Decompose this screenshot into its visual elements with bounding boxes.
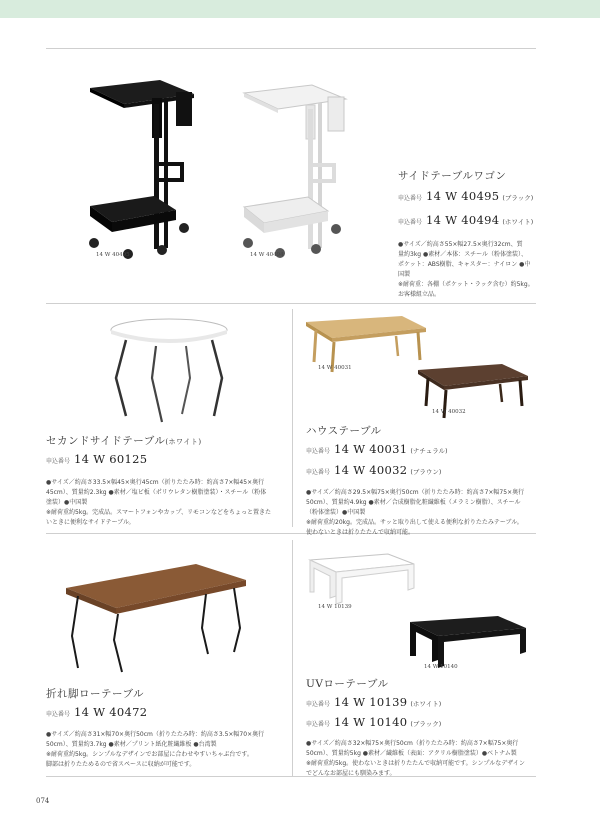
divider-vertical-2 xyxy=(292,540,293,776)
image-label: 14 W 10140 xyxy=(424,664,458,670)
page-number: 074 xyxy=(36,797,50,805)
product-code-row: 申込番号 14 W 40032 (ブラウン) xyxy=(306,463,442,477)
uv-low-table-black-image xyxy=(406,614,532,670)
product-description: ●サイズ／約高さ32×幅75×奥行50cm（折りたたみ時：約高さ7×幅75×奥行 50cm）、質量約5kg ●素材／繊維板（表面：アクリル樹脂塗装）●ベトナム製 ※耐荷重約5kg。使わないときは折りたたんで収納可能です。シンプルなデザイン でどんなお部屋にも馴染みます。 xyxy=(306,740,525,777)
top-divider xyxy=(46,48,536,49)
product-title: サイドテーブルワゴン xyxy=(398,170,507,182)
divider-vertical-1 xyxy=(292,309,293,527)
product-title: セカンドサイドテーブル(ホワイト) xyxy=(46,435,202,447)
second-side-table-image xyxy=(104,318,234,428)
product-house-table xyxy=(306,423,556,538)
divider-1 xyxy=(46,303,536,304)
product-folding-low-table xyxy=(46,686,290,770)
product-code-row: 申込番号 14 W 40494 (ホワイト) xyxy=(398,213,534,227)
product-code-row: 申込番号 14 W 10139 (ホワイト) xyxy=(306,695,442,709)
image-label: 14 W 40494 xyxy=(250,252,284,258)
product-code-row: 申込番号 14 W 40472 xyxy=(46,705,148,719)
image-label: 14 W 40031 xyxy=(318,365,352,371)
image-label: 14 W 40032 xyxy=(432,409,466,415)
image-label: 14 W 10139 xyxy=(318,604,352,610)
product-description: ●サイズ／約高さ55×幅27.5×奥行32cm、質 量約3kg ●素材／本体：スチール（粉体塗装）、 ポケット：ABS樹脂、キャスター：ナイロン ●中 国製 ※耐荷重：各棚（ポケット・ラック含む）約5kg。 お客様組立品。 xyxy=(398,241,534,298)
product-code-row: 申込番号 14 W 60125 xyxy=(46,452,148,466)
product-description: ●サイズ／約高さ29.5×幅75×奥行50cm（折りたたみ時：約高さ7×幅75×奥行 50cm）、質量約4.9kg ●素材／合成樹脂化粧繊維板（メラミン樹脂）、スチール （粉体塗装）●中国製 ※耐荷重約20kg。完成品。サッと取り出して使える便利な折りたたみテーブル。 使わないときは折りたたんで収納可能。 xyxy=(306,489,525,536)
product-code-row: 申込番号 14 W 40031 (ナチュラル) xyxy=(306,442,448,456)
wagon-black-image xyxy=(84,78,204,263)
product-second-side-table xyxy=(46,433,290,528)
product-code-row: 申込番号 14 W 10140 (ブラック) xyxy=(306,715,442,729)
uv-low-table-white-image xyxy=(306,552,418,608)
product-uv-low-table xyxy=(306,676,556,779)
wagon-white-image xyxy=(238,83,358,263)
product-description: ●サイズ／約高さ33.5×幅45×奥行45cm（折りたたみ時：約高さ7×幅45×奥行 45cm）、質量約2.3kg ●素材／塩ビ板（ポリウレタン樹脂塗装）・スチール（粉体 塗装）●中国製 ※耐荷重約5kg。完成品。スマートフォンやカップ、リモコンなどをちょっと置きた いときに便利なサイドテーブル。 xyxy=(46,479,271,526)
header-band xyxy=(0,0,600,18)
product-code-row: 申込番号 14 W 40495 (ブラック) xyxy=(398,189,534,203)
product-title: ハウステーブル xyxy=(306,425,382,437)
product-title: 折れ脚ローテーブル xyxy=(46,688,145,700)
folding-low-table-image xyxy=(56,558,256,676)
product-wagon xyxy=(398,168,548,300)
image-label: 14 W 40495 xyxy=(96,252,130,258)
product-title: UVローテーブル xyxy=(306,678,389,690)
product-description: ●サイズ／約高さ31×幅70×奥行50cm（折りたたみ時：約高さ3.5×幅70×奥行 50cm）、質量約3.7kg ●素材／プリント紙化粧繊維板 ●台湾製 ※耐荷重約5kg。シンプルなデザインでお部屋に合わせやすいちゃぶ台です。 脚部は折りたためるので省スペースに収納が可能です。 xyxy=(46,731,265,768)
